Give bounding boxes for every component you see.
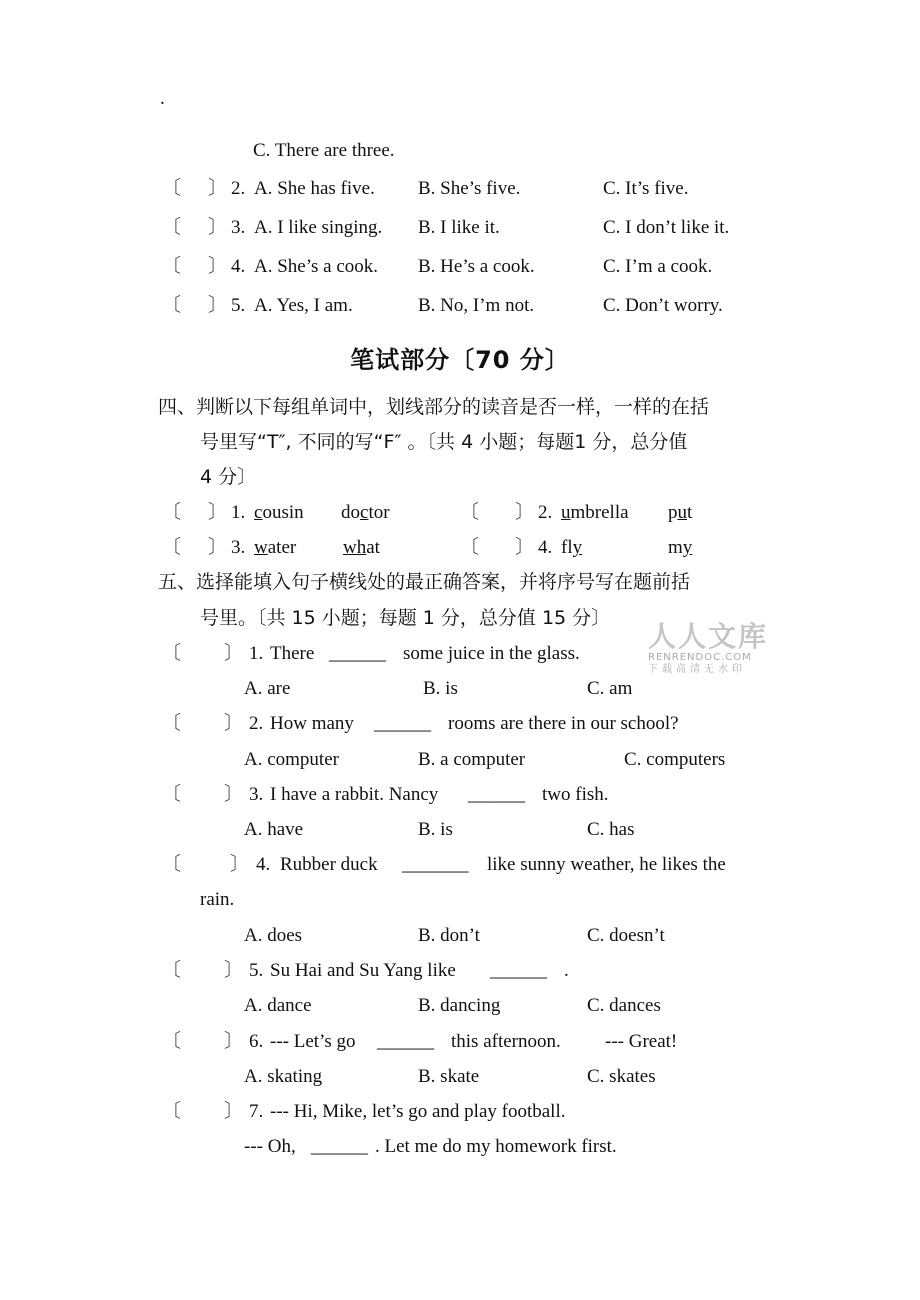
option-b: B. dancing: [418, 995, 501, 1016]
answer-bracket-right: 〕: [224, 1031, 244, 1052]
question-text-post: two fish.: [542, 784, 609, 805]
answer-bracket-left[interactable]: 〔: [162, 295, 182, 316]
written-section-title: 笔试部分〔70 分〕: [350, 346, 570, 374]
answer-bracket-left[interactable]: 〔: [460, 502, 480, 523]
option-c: C. skates: [587, 1066, 656, 1087]
question-text-post: .: [564, 960, 569, 981]
answer-bracket-right: 〕: [224, 713, 244, 734]
answer-bracket-left[interactable]: 〔: [162, 256, 182, 277]
question-number: 2.: [231, 178, 246, 199]
question-number: 3.: [231, 217, 246, 238]
answer-blank: ______: [490, 960, 547, 981]
option-a: A. Yes, I am.: [254, 295, 353, 316]
underlined-letters: y: [682, 537, 693, 558]
answer-bracket-right: 〕: [515, 502, 535, 523]
option-b: B. No, I’m not.: [418, 295, 535, 316]
word-1: fly: [561, 537, 583, 558]
question-number: 5.: [231, 295, 246, 316]
section5-instruction-line1: 五、选择能填入句子横线处的最正确答案，并将序号写在题前括: [158, 571, 691, 593]
option-c: C. It’s five.: [603, 178, 689, 199]
answer-blank: _______: [402, 854, 469, 875]
watermark-logo: [648, 622, 778, 676]
answer-bracket-right: 〕: [208, 502, 228, 523]
option-a: A. dance: [244, 995, 312, 1016]
answer-bracket-left[interactable]: 〔: [162, 178, 182, 199]
question-text-post: some juice in the glass.: [403, 643, 580, 664]
question-text-pre: How many: [270, 713, 354, 734]
question-text-post: like sunny weather, he likes the: [487, 854, 726, 875]
word-1: cousin: [254, 502, 304, 523]
question-number: 1.: [231, 502, 246, 523]
answer-bracket-right: 〕: [224, 643, 244, 664]
question-number: 4.: [231, 256, 246, 277]
question-text-pre: --- Let’s go: [270, 1031, 356, 1052]
question-number: 2.: [249, 713, 264, 734]
answer-bracket-right: 〕: [208, 178, 228, 199]
watermark-slogan: 下载高清无水印: [648, 664, 746, 675]
option-c: C. has: [587, 819, 635, 840]
option-a: A. are: [244, 678, 291, 699]
section4-instruction-line2: 号里写“T″, 不同的写“F″ 。〔共 4 小题；每题1 分，总分值: [200, 431, 688, 453]
question-number: 6.: [249, 1031, 264, 1052]
question-reply: --- Great!: [605, 1031, 678, 1052]
answer-bracket-left[interactable]: 〔: [162, 1101, 182, 1122]
answer-bracket-right: 〕: [208, 295, 228, 316]
option-c: C. dances: [587, 995, 661, 1016]
answer-bracket-right: 〕: [224, 1101, 244, 1122]
answer-bracket-right: 〕: [208, 217, 228, 238]
option-c: C. am: [587, 678, 633, 699]
question-number: 1.: [249, 643, 264, 664]
answer-bracket-left[interactable]: 〔: [162, 713, 182, 734]
answer-bracket-left[interactable]: 〔: [460, 537, 480, 558]
option-b: B. She’s five.: [418, 178, 521, 199]
answer-bracket-right: 〕: [208, 537, 228, 558]
word-1: water: [254, 537, 297, 558]
option-c: C. I’m a cook.: [603, 256, 713, 277]
option-a: A. skating: [244, 1066, 323, 1087]
answer-bracket-right: 〕: [515, 537, 535, 558]
answer-bracket-right: 〕: [230, 854, 250, 875]
option-a: A. She has five.: [254, 178, 375, 199]
question-text-line2-post: . Let me do my homework first.: [375, 1136, 617, 1157]
underlined-letters: y: [572, 537, 583, 558]
word-2: put: [668, 502, 693, 523]
underlined-letters: c: [254, 502, 263, 523]
watermark-title: 人人文库: [648, 620, 769, 653]
answer-bracket-right: 〕: [224, 960, 244, 981]
section4-instruction-line1: 四、判断以下每组单词中，划线部分的读音是否一样，一样的在括: [158, 396, 710, 418]
page-marker-dot: .: [160, 88, 165, 109]
word-2: doctor: [341, 502, 390, 523]
question-number: 4.: [538, 537, 553, 558]
word-2: my: [668, 537, 693, 558]
question-text-line1: --- Hi, Mike, let’s go and play football.: [270, 1101, 566, 1122]
question-text-post: this afternoon.: [451, 1031, 561, 1052]
question-number: 7.: [249, 1101, 264, 1122]
question-text-post: rooms are there in our school?: [448, 713, 679, 734]
section5-instruction-line2: 号里。〔共 15 小题；每题 1 分，总分值 15 分〕: [200, 607, 611, 629]
option-b: B. skate: [418, 1066, 480, 1087]
answer-bracket-left[interactable]: 〔: [162, 502, 182, 523]
answer-bracket-left[interactable]: 〔: [162, 217, 182, 238]
option-b: B. is: [423, 678, 458, 699]
answer-blank: ______: [377, 1031, 434, 1052]
option-a: A. I like singing.: [254, 217, 383, 238]
option-b: B. He’s a cook.: [418, 256, 535, 277]
option-b: B. is: [418, 819, 453, 840]
answer-blank: ______: [468, 784, 525, 805]
answer-bracket-left[interactable]: 〔: [162, 960, 182, 981]
option-a: A. have: [244, 819, 304, 840]
underlined-letters: u: [561, 502, 571, 523]
question-text-pre: Su Hai and Su Yang like: [270, 960, 456, 981]
option-a: A. does: [244, 925, 303, 946]
section4-instruction-line3: 4 分〕: [200, 466, 257, 488]
answer-blank: ______: [374, 713, 431, 734]
answer-blank: ______: [311, 1136, 368, 1157]
underlined-letters: wh: [343, 537, 367, 558]
question-text-pre: There: [270, 643, 315, 664]
underlined-letters: u: [677, 502, 687, 523]
question-text-pre: I have a rabbit. Nancy: [270, 784, 439, 805]
question-number: 3.: [231, 537, 246, 558]
question-text-pre: Rubber duck: [280, 854, 378, 875]
answer-bracket-left[interactable]: 〔: [162, 784, 182, 805]
question-text-line2-pre: --- Oh,: [244, 1136, 296, 1157]
question-number: 4.: [256, 854, 271, 875]
watermark-url: RENRENDOC.COM: [648, 652, 752, 663]
word-1: umbrella: [561, 502, 629, 523]
question-number: 3.: [249, 784, 264, 805]
word-2: what: [343, 537, 380, 558]
listening-q1-option-c: C. There are three.: [253, 140, 395, 161]
option-a: A. computer: [244, 749, 339, 770]
underlined-letters: w: [254, 537, 268, 558]
question-number: 5.: [249, 960, 264, 981]
option-b: B. don’t: [418, 925, 480, 946]
option-b: B. a computer: [418, 749, 526, 770]
answer-blank: ______: [329, 643, 386, 664]
answer-bracket-right: 〕: [208, 256, 228, 277]
option-b: B. I like it.: [418, 217, 500, 238]
option-c: C. Don’t worry.: [603, 295, 723, 316]
answer-bracket-left[interactable]: 〔: [162, 854, 182, 875]
answer-bracket-right: 〕: [224, 784, 244, 805]
underlined-letters: c: [360, 502, 369, 523]
option-c: C. I don’t like it.: [603, 217, 730, 238]
answer-bracket-left[interactable]: 〔: [162, 1031, 182, 1052]
question-number: 2.: [538, 502, 553, 523]
option-c: C. doesn’t: [587, 925, 665, 946]
option-c: C. computers: [624, 749, 726, 770]
option-a: A. She’s a cook.: [254, 256, 379, 277]
answer-bracket-left[interactable]: 〔: [162, 537, 182, 558]
answer-bracket-left[interactable]: 〔: [162, 643, 182, 664]
question-text-continued: rain.: [200, 889, 235, 910]
